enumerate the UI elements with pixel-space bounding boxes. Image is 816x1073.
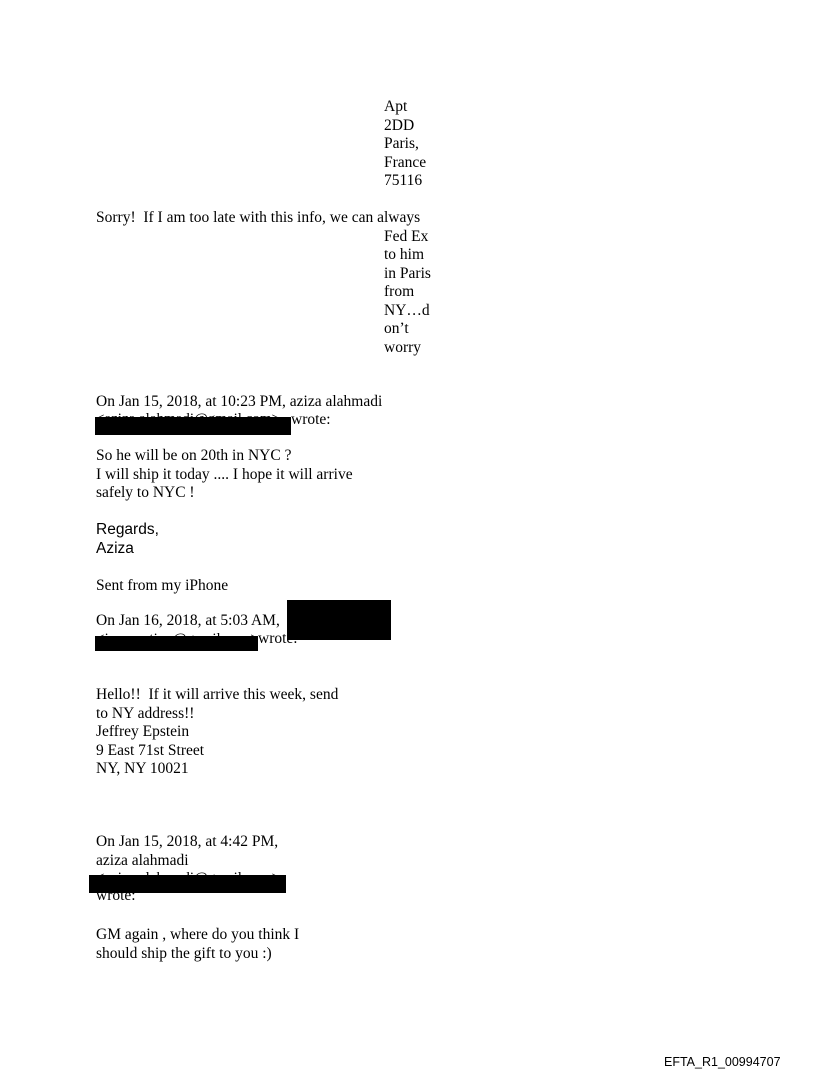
address-line-city: Paris,: [384, 135, 419, 152]
message-line: to NY address!!: [96, 704, 195, 722]
sorry-message-line: from: [384, 283, 415, 300]
message-line: GM again , where do you think I: [96, 926, 300, 943]
email-header-line: On Jan 15, 2018, at 10:23 PM, aziza alahmadi: [96, 393, 383, 410]
email-header-sender: aziza alahmadi: [96, 851, 189, 869]
message-line: safely to NYC !: [96, 484, 195, 501]
message-line: 9 East 71st Street: [96, 741, 205, 759]
address-line-apt: Apt: [384, 98, 408, 115]
sorry-message-line: Fed Ex: [384, 227, 429, 245]
message-line: So he will be on 20th in NYC ?: [96, 447, 292, 464]
address-line-postcode: 75116: [384, 172, 423, 189]
sorry-message-line: NY…d: [384, 301, 430, 319]
email-wrote-label: wrote:: [96, 887, 136, 904]
email-wrote-label: wrote:: [258, 630, 298, 647]
email-header-line: On Jan 16, 2018, at 5:03 AM,: [96, 612, 280, 629]
sorry-message-line: worry: [384, 338, 422, 356]
address-line-unit: 2DD: [384, 116, 415, 134]
message-line: Jeffrey Epstein: [96, 723, 190, 740]
redaction-bar: [287, 600, 391, 640]
sorry-message-first-line: Sorry! If I am too late with this info, we can always: [96, 209, 421, 226]
redacted-email-fragment: [96, 410, 292, 417]
signature-name: Aziza: [96, 540, 134, 557]
message-line: Hello!! If it will arrive this week, send: [96, 686, 339, 703]
message-line: NY, NY 10021: [96, 760, 189, 777]
sorry-message-line: in Paris: [384, 264, 431, 282]
redaction-bar: [95, 417, 291, 435]
redaction-bar: [95, 636, 258, 651]
sent-from-line: Sent from my iPhone: [96, 577, 229, 594]
email-wrote-label: wrote:: [291, 411, 331, 428]
address-line-country: France: [384, 153, 427, 171]
message-line: I will ship it today .... I hope it will arrive: [96, 465, 353, 483]
document-id: EFTA_R1_00994707: [664, 1055, 781, 1069]
email-header-line: On Jan 15, 2018, at 4:42 PM,: [96, 833, 279, 850]
sorry-message-line: on’t: [384, 320, 409, 337]
signature-regards: Regards,: [96, 521, 159, 538]
message-line: should ship the gift to you :): [96, 944, 272, 962]
sorry-message-line: to him: [384, 246, 425, 263]
